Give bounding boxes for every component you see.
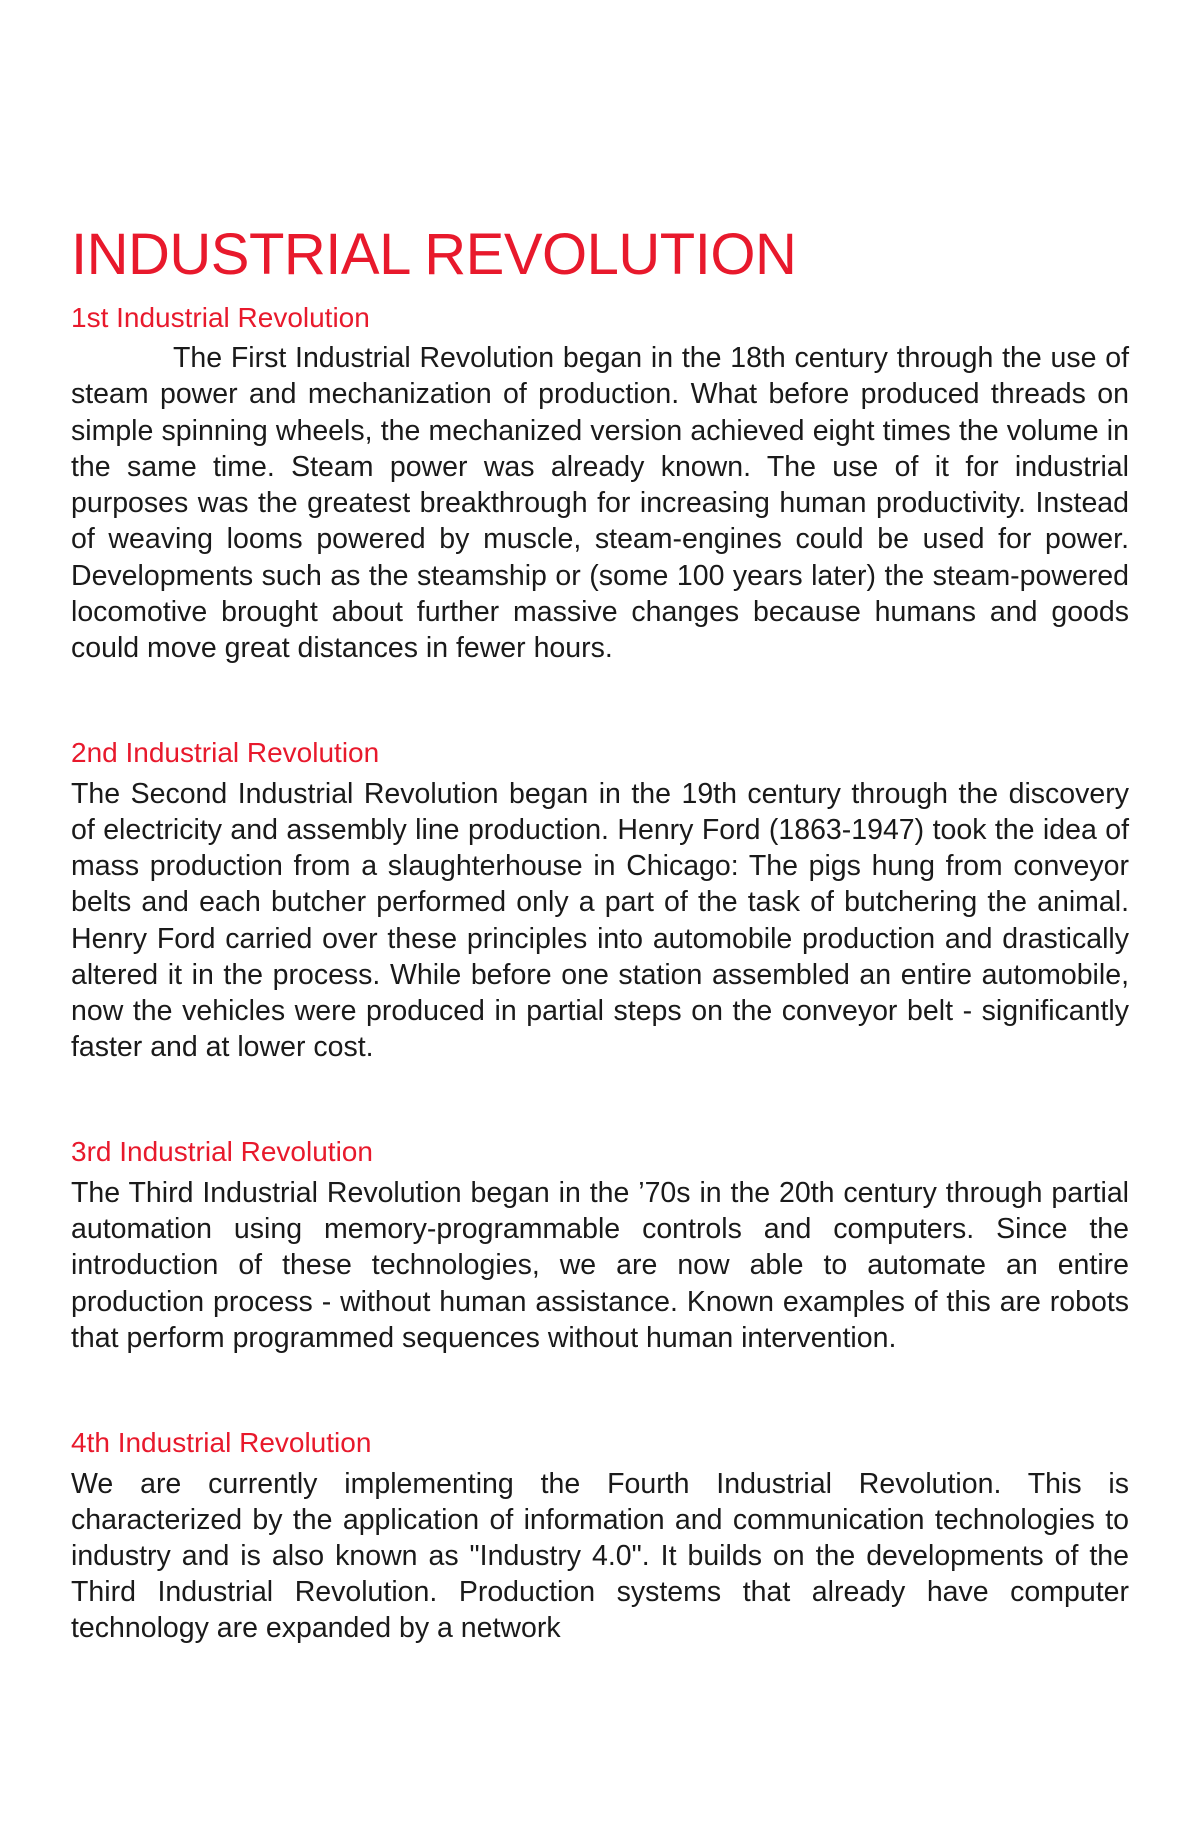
- section-2nd-industrial-revolution: [71, 736, 1129, 1065]
- section-paragraph: The First Industrial Revolution began in the 18th century through the use of steam power and mechanization of production. What before produced threads on simple spinning wheels, the mechanized version achieved eight times the volume in the same time. Steam power was already known. The use of it for industrial purposes was the greatest breakthrough for increasing human productivity. Instead of weaving looms powered by muscle, steam-engines could be used for power. Developments such as the steamship or (some 100 years later) the steam-powered locomotive brought about further massive changes because humans and goods could move great distances in fewer hours.: [71, 342, 1129, 664]
- section-paragraph: The Third Industrial Revolution began in the ’70s in the 20th century through partial automation using memory-programmable controls and computers. Since the introduction of these technologies, we are now able to automate an entire production process - without human assistance. Known examples of this are robots that perform programmed sequences without human intervention.: [71, 1176, 1129, 1354]
- section-heading: 2nd Industrial Revolution: [71, 737, 380, 769]
- section-heading: 4th Industrial Revolution: [71, 1426, 372, 1458]
- section-heading: 3rd Industrial Revolution: [71, 1136, 373, 1168]
- section-1st-industrial-revolution: [71, 301, 1129, 666]
- section-paragraph: The Second Industrial Revolution began in the 19th century through the discovery of electricity and assembly line production. Henry Ford (1863-1947) took the idea of mass production from a slaughterhouse in Chicago: The pigs hung from conveyor belts and each butcher performed only a part of the task of butchering the animal. Henry Ford carried over these principles into automobile production and drastically altered it in the process. While before one station assembled an entire automobile, now the vehicles were produced in partial steps on the conveyor belt - significantly faster and at lower cost.: [71, 777, 1129, 1064]
- section-4th-industrial-revolution: [71, 1426, 1129, 1647]
- section-3rd-industrial-revolution: [71, 1135, 1129, 1356]
- section-heading: 1st Industrial Revolution: [71, 301, 370, 333]
- section-paragraph: We are currently implementing the Fourth Industrial Revolution. This is characterized by the application of information and communication technologies to industry and is also known as "Industry 4.0". It builds on the developments of the Third Industrial Revolution. Production systems that already have computer technology are expanded by a network: [71, 1467, 1129, 1645]
- document-page: [71, 222, 1129, 1647]
- page-title: INDUSTRIAL REVOLUTION: [71, 222, 797, 287]
